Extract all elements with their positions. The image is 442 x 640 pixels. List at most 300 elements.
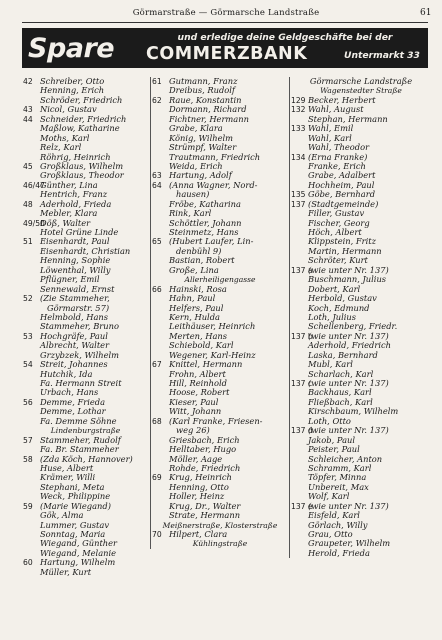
- directory-entry: [152, 153, 288, 162]
- heading-text: hausen): [176, 190, 210, 200]
- page-number: 61: [420, 8, 432, 18]
- directory-entry: [23, 341, 148, 350]
- resident-name: Moths, Karl: [40, 133, 90, 143]
- resident-name: Holler, Heinz: [169, 492, 225, 502]
- directory-entry: [23, 360, 148, 369]
- resident-name: Grabe, Adalbert: [308, 171, 376, 181]
- directory-entry: [152, 341, 288, 350]
- directory-entry: [291, 521, 431, 530]
- directory-entry: [23, 464, 148, 473]
- resident-name: Schellenberg, Friedr.: [308, 322, 398, 332]
- resident-name: Wiegand, Melanie: [40, 548, 117, 558]
- resident-name: Demme, Frieda: [40, 397, 106, 407]
- resident-name: Strate, Hermann: [169, 511, 241, 521]
- directory-entry: [152, 530, 288, 539]
- resident-name: Wahl, Emil: [308, 124, 354, 134]
- resident-name: Wegener, Karl-Heinz: [169, 350, 256, 360]
- directory-entry: [23, 388, 148, 397]
- resident-name: Hartung, Adolf: [169, 171, 232, 181]
- directory-entry: [152, 96, 288, 105]
- directory-entry: [152, 77, 288, 86]
- directory-entry: [152, 473, 288, 482]
- resident-name: Grabe, Klara: [169, 124, 223, 134]
- resident-name: Frohn, Albert: [169, 369, 226, 379]
- house-number: 49/50: [23, 218, 45, 228]
- directory-entry: [291, 134, 431, 143]
- directory-entry: [291, 370, 431, 379]
- resident-name: Demme, Lothar: [40, 407, 106, 417]
- directory-entry: [291, 398, 431, 407]
- resident-name: Fröbe, Katharina: [169, 199, 241, 209]
- resident-name: Schreiber, Otto: [40, 77, 105, 86]
- directory-entry: [291, 322, 431, 331]
- directory-entry: [23, 549, 148, 558]
- resident-name: Sonntag, Maria: [40, 530, 106, 539]
- ad-headline: Spare: [28, 33, 115, 64]
- directory-entry: [291, 294, 431, 303]
- header-rule: [22, 22, 428, 23]
- directory-entry: [291, 124, 431, 133]
- directory-entry: [291, 417, 431, 426]
- resident-name: Mebler, Klara: [40, 209, 98, 219]
- directory-entry: [291, 247, 431, 256]
- section-heading: [152, 539, 288, 548]
- resident-name: Dormann, Richard: [169, 105, 247, 115]
- directory-entry: [23, 266, 148, 275]
- directory-entry: [152, 322, 288, 331]
- directory-entry: [23, 285, 148, 294]
- directory-entry: [291, 539, 431, 548]
- column-middle: [150, 77, 288, 549]
- directory-entry: [23, 153, 148, 162]
- directory-entry: [152, 209, 288, 218]
- directory-entry: [23, 568, 148, 577]
- resident-name: Albrecht, Walter: [40, 341, 110, 351]
- directory-entry: [152, 294, 288, 303]
- resident-name: Unbereit, Max: [308, 482, 369, 492]
- directory-entry: [152, 436, 288, 445]
- resident-name: Raue, Konstantin: [169, 95, 242, 105]
- house-number: 135: [291, 190, 306, 200]
- directory-entry: [23, 483, 148, 492]
- directory-entry: [152, 483, 288, 492]
- resident-name: Großklaus, Wilhelm: [40, 161, 124, 171]
- house-number: 56: [23, 397, 33, 407]
- directory-entry: [291, 407, 431, 416]
- directory-entry: [23, 237, 148, 246]
- resident-name: (Stadtgemeinde): [308, 199, 379, 209]
- resident-name: Dreibus, Rudolf: [169, 86, 235, 96]
- directory-entry: [291, 341, 431, 350]
- directory-entry: [23, 162, 148, 171]
- resident-name: Kieser, Paul: [169, 397, 219, 407]
- directory-entry: [152, 360, 288, 369]
- directory-entry: [23, 407, 148, 416]
- directory-entry: [291, 285, 431, 294]
- resident-name: Fa. Demme Söhne: [40, 416, 117, 426]
- directory-entry: [23, 256, 148, 265]
- resident-name: Hotel Grüne Linde: [40, 228, 119, 237]
- heading-text: Görmarsche Landstraße: [309, 77, 413, 86]
- section-heading: [291, 77, 431, 86]
- house-number: 137 c: [291, 379, 313, 388]
- ad-address: Untermarkt 33: [344, 50, 420, 61]
- house-number: 137 d: [291, 426, 313, 436]
- directory-entry: [23, 417, 148, 426]
- house-number: 57: [23, 435, 33, 445]
- resident-name: Schleicher, Anton: [308, 454, 383, 464]
- directory-entry: [152, 200, 288, 209]
- resident-name: Helltaber, Hugo: [169, 445, 237, 455]
- directory-entry: [23, 379, 148, 388]
- resident-name: (Karl Franke, Friesen-: [169, 416, 263, 426]
- directory-entry: [152, 464, 288, 473]
- directory-entry: [291, 200, 431, 209]
- directory-entry: [23, 332, 148, 341]
- directory-entry: [152, 143, 288, 152]
- resident-name: Schröter, Kurt: [308, 256, 368, 266]
- resident-name: (Marie Wiegand): [40, 501, 111, 511]
- directory-entry: [23, 473, 148, 482]
- section-heading: [152, 521, 288, 530]
- house-number: 60: [23, 558, 33, 568]
- section-heading: [152, 190, 288, 199]
- resident-name: Fließbach, Karl: [308, 397, 373, 407]
- directory-entry: [152, 332, 288, 341]
- heading-text: weg 26): [176, 426, 210, 436]
- resident-name: Laska, Bernhard: [308, 350, 378, 360]
- section-heading: [291, 86, 431, 95]
- heading-text: Allerheiligengasse: [184, 275, 256, 285]
- heading-text: Lindenburgstraße: [50, 426, 121, 436]
- resident-name: Hoose, Robert: [169, 388, 230, 398]
- directory-entry: [291, 464, 431, 473]
- directory-entry: [291, 455, 431, 464]
- directory-entry: [23, 181, 148, 190]
- house-number: 134: [291, 152, 306, 162]
- directory-entry: [291, 105, 431, 114]
- heading-text: Görmarstr. 57): [47, 303, 110, 313]
- directory-entry: [291, 445, 431, 454]
- resident-name: Herbold, Gustav: [308, 294, 377, 304]
- resident-name: Döß, Walter: [40, 218, 91, 228]
- resident-name: Hahn, Paul: [169, 294, 216, 304]
- resident-name: Töpfer, Minna: [308, 473, 367, 483]
- resident-name: Fichtner, Hermann: [169, 114, 249, 124]
- ad-slogan: und erledige deine Geldgeschäfte bei der: [177, 32, 393, 43]
- directory-entry: [23, 96, 148, 105]
- resident-name: Pflügner, Emil: [40, 275, 100, 285]
- resident-name: Loth, Otto: [308, 416, 351, 426]
- resident-name: Griesbach, Erich: [169, 435, 240, 445]
- resident-name: Urbach, Hans: [40, 388, 99, 398]
- directory-entry: [152, 388, 288, 397]
- directory-entry: [23, 322, 148, 331]
- resident-name: Backhaus, Karl: [308, 388, 372, 398]
- resident-name: Wiegand, Günther: [40, 539, 118, 549]
- resident-name: (wie unter Nr. 137): [308, 501, 389, 511]
- section-heading: [23, 304, 148, 313]
- directory-entry: [152, 417, 288, 426]
- resident-name: Klippstein, Fritz: [308, 237, 376, 247]
- directory-entry: [152, 115, 288, 124]
- directory-entry: [152, 379, 288, 388]
- resident-name: Gök, Alma: [40, 511, 84, 521]
- resident-name: Koch, Edmund: [308, 303, 370, 313]
- page-header: [0, 8, 442, 22]
- house-number: 63: [152, 171, 162, 181]
- directory-entry: [23, 455, 148, 464]
- house-number: 70: [152, 530, 162, 539]
- resident-name: Eisenhardt, Christian: [40, 246, 131, 256]
- directory-entry: [291, 473, 431, 482]
- house-number: 129: [291, 95, 306, 105]
- resident-name: Hochheim, Paul: [308, 180, 375, 190]
- resident-name: Trautmann, Friedrich: [169, 152, 261, 162]
- directory-entry: [152, 162, 288, 171]
- house-number: 45: [23, 161, 33, 171]
- directory-entry: [152, 445, 288, 454]
- directory-entry: [291, 549, 431, 558]
- house-number: 69: [152, 473, 162, 483]
- directory-entry: [23, 294, 148, 303]
- directory-entry: [152, 351, 288, 360]
- resident-name: Lummer, Gustav: [40, 520, 110, 530]
- directory-entry: [152, 285, 288, 294]
- house-number: 67: [152, 360, 162, 370]
- directory-entry: [291, 502, 431, 511]
- directory-entry: [23, 209, 148, 218]
- directory-entry: [291, 190, 431, 199]
- directory-entry: [152, 455, 288, 464]
- resident-name: Knittel, Hermann: [169, 360, 243, 370]
- house-number: 64: [152, 180, 162, 190]
- directory-entry: [23, 511, 148, 520]
- resident-name: Aderhold, Friedrich: [308, 341, 391, 351]
- directory-entry: [291, 171, 431, 180]
- house-number: 137 a: [291, 265, 313, 275]
- resident-name: Martin, Hermann: [308, 246, 382, 256]
- house-number: 137 e: [291, 501, 313, 511]
- heading-text: denbühl 9): [176, 246, 222, 256]
- resident-name: Henning, Erich: [40, 86, 105, 96]
- resident-name: Rohde, Friedrich: [169, 463, 241, 473]
- directory-entry: [23, 436, 148, 445]
- ad-bank-name: COMMERZBANK: [146, 44, 308, 64]
- directory-entry: [23, 247, 148, 256]
- house-number: 68: [152, 416, 162, 426]
- house-number: 132: [291, 105, 306, 115]
- house-number: 59: [23, 501, 33, 511]
- directory-entry: [23, 530, 148, 539]
- directory-entry: [23, 398, 148, 407]
- resident-name: Buschmann, Julius: [308, 275, 387, 285]
- resident-name: Streit, Johannes: [40, 360, 108, 370]
- directory-entry: [23, 275, 148, 284]
- resident-name: Relz, Karl: [40, 143, 82, 153]
- resident-name: Schramm, Karl: [308, 463, 372, 473]
- resident-name: Eisenhardt, Paul: [40, 237, 110, 247]
- resident-name: (wie unter Nr. 137): [308, 265, 389, 275]
- resident-name: Görlach, Willy: [308, 520, 368, 530]
- resident-name: Stammeher, Bruno: [40, 322, 119, 332]
- resident-name: Wahl, August: [308, 105, 364, 115]
- house-number: 46/47: [23, 180, 45, 190]
- resident-name: Rink, Karl: [169, 209, 212, 219]
- directory-entry: [23, 351, 148, 360]
- house-number: 42: [23, 77, 33, 86]
- house-number: 65: [152, 237, 162, 247]
- resident-name: Hochgräfe, Paul: [40, 331, 108, 341]
- commerzbank-advertisement: [22, 28, 428, 68]
- directory-entry: [152, 237, 288, 246]
- directory-entry: [23, 86, 148, 95]
- resident-name: Weck, Philippine: [40, 492, 111, 502]
- house-number: 54: [23, 360, 33, 370]
- resident-name: Filler, Gustav: [308, 209, 365, 219]
- heading-text: Meißnerstraße, Klosterstraße: [162, 520, 278, 530]
- house-number: 44: [23, 114, 33, 124]
- resident-name: Eisfeld, Karl: [308, 511, 360, 521]
- section-heading: [152, 247, 288, 256]
- resident-name: Kern, Hulda: [169, 312, 220, 322]
- house-number: 43: [23, 105, 33, 115]
- resident-name: Sennewald, Ernst: [40, 284, 115, 294]
- resident-name: Franke, Erich: [308, 161, 366, 171]
- section-heading: [152, 275, 288, 284]
- directory-entry: [152, 398, 288, 407]
- directory-entry: [291, 313, 431, 322]
- resident-name: Stammeher, Rudolf: [40, 435, 121, 445]
- house-number: 133: [291, 124, 306, 134]
- house-number: 61: [152, 77, 162, 86]
- directory-entry: [291, 483, 431, 492]
- directory-entry: [152, 492, 288, 501]
- directory-entry: [291, 351, 431, 360]
- directory-entry: [23, 134, 148, 143]
- resident-name: Fischer, Georg: [308, 218, 370, 228]
- directory-entry: [23, 77, 148, 86]
- directory-entry: [23, 143, 148, 152]
- heading-text: Wagenstedter Straße: [320, 86, 402, 96]
- resident-name: Aderhold, Frieda: [40, 199, 112, 209]
- resident-name: Wolf, Karl: [308, 492, 350, 502]
- resident-name: Stephan, Hermann: [308, 114, 388, 124]
- directory-entry: [23, 558, 148, 567]
- house-number: 52: [23, 294, 33, 304]
- resident-name: Krug, Dr., Walter: [169, 501, 241, 511]
- directory-entry: [291, 388, 431, 397]
- directory-entry: [291, 492, 431, 501]
- resident-name: Krämer, Willi: [40, 473, 96, 483]
- directory-entry: [23, 445, 148, 454]
- directory-entry: [291, 256, 431, 265]
- directory-entry: [23, 200, 148, 209]
- resident-name: Hartung, Wilhelm: [40, 558, 116, 568]
- heading-text: Kühlingstraße: [192, 539, 248, 549]
- resident-name: Fa. Hermann Streit: [40, 379, 122, 388]
- directory-entry: [152, 134, 288, 143]
- resident-name: Witt, Johann: [169, 407, 222, 417]
- resident-name: Hentrich, Franz: [40, 190, 108, 200]
- directory-entry: [291, 360, 431, 369]
- directory-entry: [152, 219, 288, 228]
- resident-name: Günther, Lina: [40, 180, 98, 190]
- resident-name: Leithäuser, Heinrich: [169, 322, 256, 332]
- column-left: [23, 77, 148, 577]
- house-number: 48: [23, 199, 33, 209]
- resident-name: Graupeter, Wilhelm: [308, 539, 391, 549]
- resident-name: (wie unter Nr. 137): [308, 379, 389, 388]
- directory-entry: [291, 379, 431, 388]
- resident-name: Hutchik, Ida: [40, 369, 93, 379]
- section-heading: [152, 426, 288, 435]
- directory-entry: [291, 426, 431, 435]
- resident-name: Bastian, Robert: [169, 256, 235, 266]
- directory-entry: [23, 190, 148, 199]
- resident-name: Göbe, Bernhard: [308, 190, 376, 200]
- resident-name: Henning, Otto: [169, 482, 229, 492]
- house-number: 137: [291, 199, 306, 209]
- resident-name: König, Wilhelm: [169, 133, 234, 143]
- resident-name: Becker, Herbert: [308, 95, 376, 105]
- directory-entry: [23, 228, 148, 237]
- resident-name: Schneider, Friedrich: [40, 114, 127, 124]
- directory-entry: [23, 313, 148, 322]
- resident-name: Huse, Albert: [40, 463, 94, 473]
- resident-name: Möller, Aage: [169, 454, 223, 464]
- directory-entry: [152, 407, 288, 416]
- directory-entry: [291, 143, 431, 152]
- directory-entry: [23, 171, 148, 180]
- resident-name: Peister, Paul: [308, 445, 360, 455]
- directory-entry: [152, 304, 288, 313]
- house-number: 53: [23, 331, 33, 341]
- column-right: [289, 77, 431, 558]
- resident-name: Nicol, Gustav: [40, 105, 97, 115]
- directory-entry: [23, 492, 148, 501]
- resident-name: Strümpf, Walter: [169, 143, 237, 153]
- directory-entry: [291, 162, 431, 171]
- directory-entry: [152, 86, 288, 95]
- section-heading: [23, 426, 148, 435]
- resident-name: Löwenthal, Willy: [40, 265, 111, 275]
- directory-entry: [152, 370, 288, 379]
- page-title: Görmarstraße — Görmarsche Landstraße: [132, 8, 320, 18]
- directory-entry: [152, 313, 288, 322]
- directory-entry: [291, 332, 431, 341]
- resident-name: Wahl, Theodor: [308, 143, 370, 153]
- resident-name: (wie unter Nr. 137): [308, 426, 389, 436]
- directory-entry: [291, 436, 431, 445]
- directory-entry: [291, 266, 431, 275]
- resident-name: Herold, Frieda: [308, 548, 370, 558]
- resident-name: Loth, Julius: [308, 312, 357, 322]
- directory-entry: [152, 266, 288, 275]
- house-number: 66: [152, 284, 162, 294]
- directory-entry: [152, 124, 288, 133]
- directory-entry: [23, 124, 148, 133]
- house-number: 137 b: [291, 331, 313, 341]
- resident-name: Röhrig, Heinrich: [40, 152, 111, 162]
- resident-name: Krug, Heinrich: [169, 473, 232, 483]
- directory-entry: [23, 105, 148, 114]
- resident-name: Großklaus, Theodor: [40, 171, 124, 181]
- directory-entry: [291, 511, 431, 520]
- resident-name: Schiebold, Karl: [169, 341, 234, 351]
- resident-name: (Zda Köch, Hannover): [40, 454, 133, 464]
- directory-entry: [23, 521, 148, 530]
